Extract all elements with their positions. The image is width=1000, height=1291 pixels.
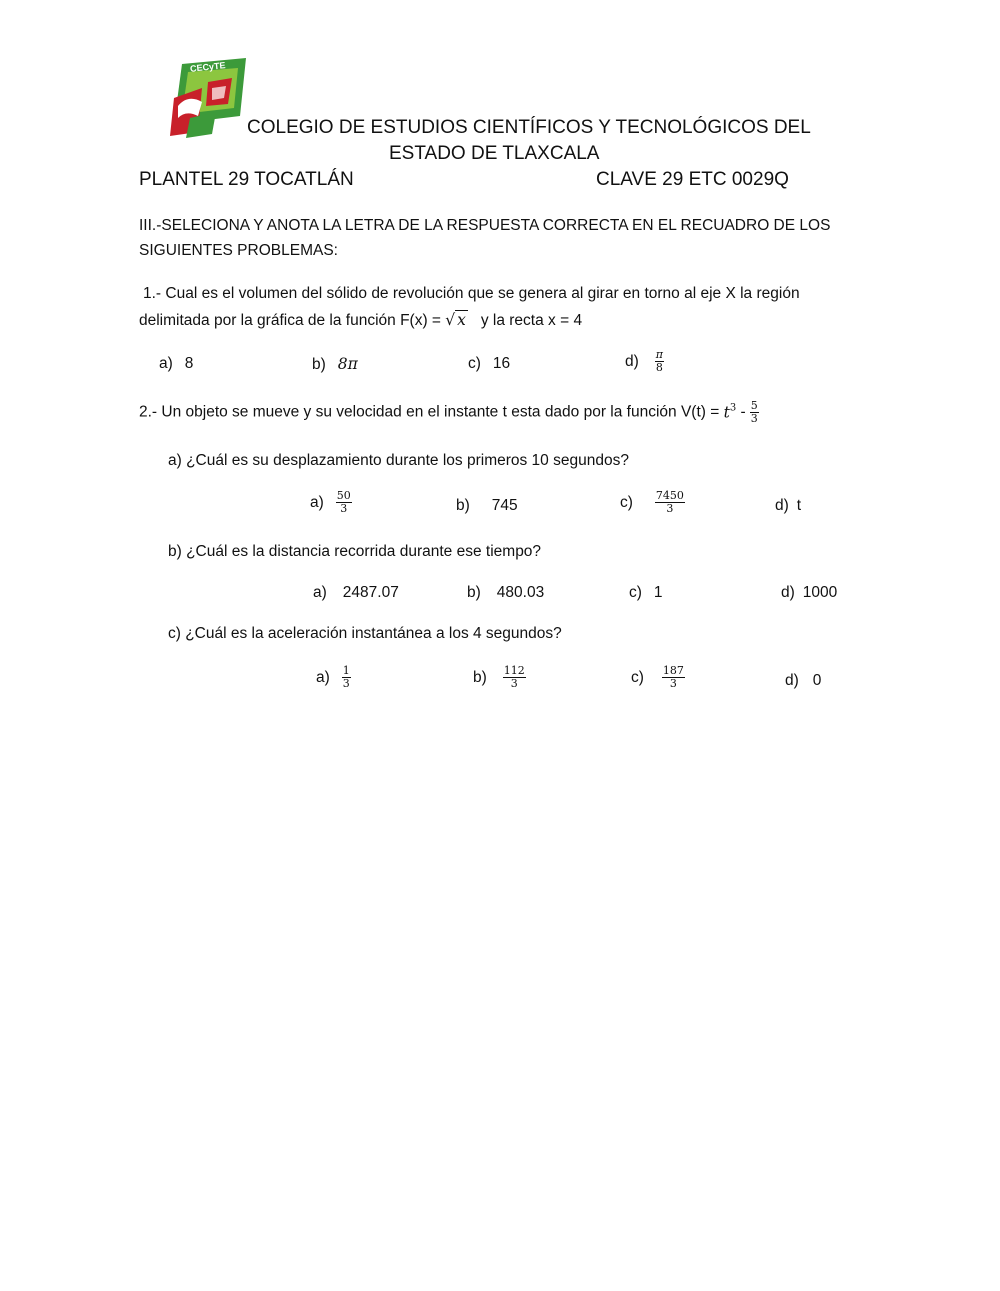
q2-minus: - — [740, 403, 746, 421]
q2a-option-b: b) 745 — [456, 497, 518, 514]
q2b-option-c: c) 1 — [629, 584, 663, 601]
instructions-line2: SIGUIENTES PROBLEMAS: — [139, 242, 338, 259]
q1-line2 — [139, 311, 582, 330]
sqrt-expression: √ x — [445, 311, 466, 329]
q2c-option-d: d) 0 — [785, 672, 822, 689]
school-name-line1: COLEGIO DE ESTUDIOS CIENTÍFICOS Y TECNOLÓGICOS DEL — [247, 117, 811, 138]
q2-t-exponent: 3 — [729, 402, 737, 414]
q2b-option-b: b) 480.03 — [467, 584, 545, 601]
logo-text: CECyTE — [189, 60, 226, 74]
clave-label: CLAVE 29 ETC 0029Q — [596, 169, 789, 190]
q2a-option-a: a) $\frac{50}{3}$ — [310, 489, 351, 515]
sqrt-radicand: x — [457, 311, 466, 329]
plantel-label: PLANTEL 29 TOCATLÁN — [139, 169, 354, 190]
q1-option-d: d) $\frac{\pi}{8}$ — [625, 348, 664, 374]
q2b-question: b) ¿Cuál es la distancia recorrida durante ese tiempo? — [168, 543, 542, 560]
q2c-option-a: a) $\frac{1}{3}$ — [316, 664, 350, 690]
q2a-question: a) ¿Cuál es su desplazamiento durante los primeros 10 segundos? — [168, 452, 629, 469]
q1-option-a: a) 8 — [159, 355, 194, 372]
school-logo — [168, 58, 248, 138]
q1-option-c: c) 16 — [468, 355, 511, 372]
q2-fraction: $\frac{5}{3}$ — [750, 399, 758, 425]
q1-line1: 1.- Cual es el volumen del sólido de revolución que se genera al girar en torno al eje X la región — [143, 285, 800, 302]
q2c-option-b: b) $\frac{112}{3}$ — [473, 664, 525, 690]
q2b-option-d: d) 1000 — [781, 584, 838, 601]
q1-option-b: b) 8π — [312, 355, 358, 373]
q2-t-base: t — [723, 403, 730, 422]
q1-option-d-fraction: $\frac{\pi}{8}$ — [655, 348, 664, 374]
q2a-option-c: c) $\frac{7450}{3}$ — [620, 489, 684, 515]
q2-statement — [139, 400, 759, 425]
q2a-option-d: d) t — [775, 497, 802, 514]
instructions-line1: III.-SELECIONA Y ANOTA LA LETRA DE LA RESPUESTA CORRECTA EN EL RECUADRO DE LOS — [139, 217, 831, 234]
q2c-question: c) ¿Cuál es la aceleración instantánea a los 4 segundos? — [168, 625, 562, 642]
q2c-option-c: c) $\frac{187}{3}$ — [631, 664, 684, 690]
school-name-line2: ESTADO DE TLAXCALA — [389, 143, 600, 164]
q2-statement-text: 2.- Un objeto se mueve y su velocidad en el instante t esta dado por la función V(t) = — [139, 403, 724, 421]
q2b-option-a: a) 2487.07 — [313, 584, 399, 601]
q1-line2-pre: delimitada por la gráfica de la función F(x) = — [139, 312, 446, 329]
q1-line2-post: y la recta x = 4 — [480, 312, 583, 329]
